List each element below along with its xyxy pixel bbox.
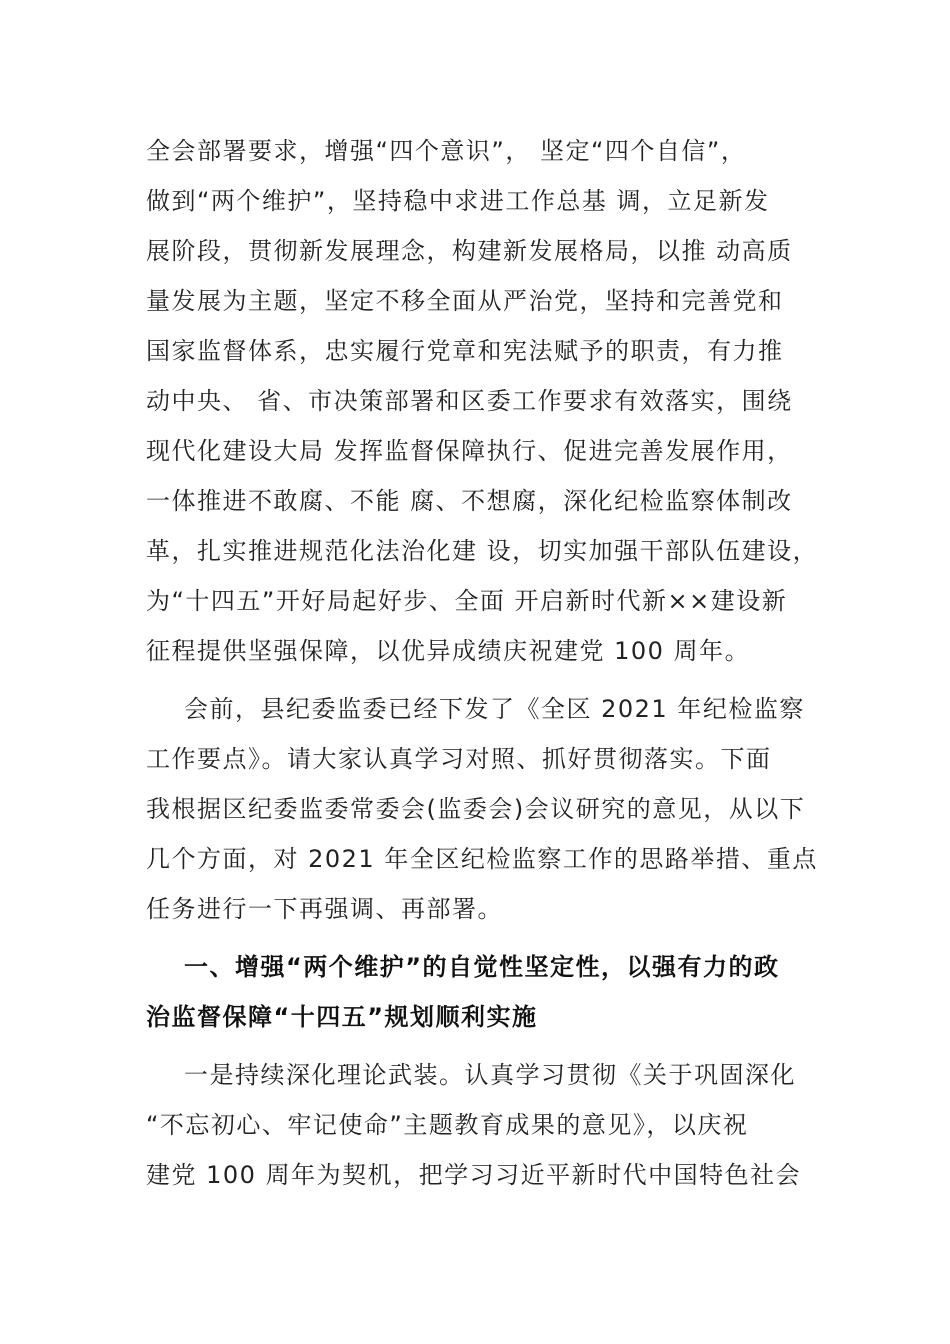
text-line: 革，扎实推进规范化法治化建 设，切实加强干部队伍建设， (146, 537, 819, 565)
text-line: 会前，县纪委监委已经下发了《全区 2021 年纪检监察 (184, 695, 805, 723)
text-line: 一体推进不敢腐、不能 腐、不想腐，深化纪检监察体制改 (146, 487, 793, 515)
text-line: 一是持续深化理论武装。认真学习贯彻《关于巩固深化 (184, 1061, 796, 1089)
text-line: 几个方面，对 2021 年全区纪检监察工作的思路举措、重点 (146, 845, 818, 873)
text-line: 为“十四五”开好局起好步、全面 开启新时代新××建设新 (146, 587, 788, 615)
text-line: 我根据区纪委监委常委会(监委会)会议研究的意见，从以下 (146, 795, 806, 823)
paragraph-spacer (146, 934, 816, 942)
paragraph-3 (146, 1050, 816, 1200)
paragraph-spacer (146, 676, 816, 684)
document-body (146, 126, 819, 1200)
text-line: 工作要点》。请大家认真学习对照、抓好贯彻落实。下面 (146, 745, 772, 773)
heading-line: 治监督保障“十四五”规划顺利实施 (146, 1003, 538, 1031)
text-line: 动中央、 省、市决策部署和区委工作要求有效落实，围绕 (146, 387, 793, 415)
text-line: “不忘初心、牢记使命”主题教育成果的意见》，以庆祝 (146, 1111, 749, 1139)
text-line: 做到“两个维护”，坚持稳中求进工作总基 调，立足新发 (146, 187, 770, 215)
paragraph-spacer (146, 1042, 816, 1050)
text-line: 现代化建设大局 发挥监督保障执行、促进完善发展作用， (146, 437, 793, 465)
text-line: 建党 100 周年为契机，把学习习近平新时代中国特色社会 (146, 1161, 802, 1189)
heading-line: 一、增强“两个维护”的自觉性坚定性，以强有力的政 (184, 953, 780, 981)
text-line: 全会部署要求，增强“四个意识”， 坚定“四个自信”， (146, 137, 747, 165)
section-heading-1 (146, 942, 816, 1042)
text-line: 量发展为主题，坚定不移全面从严治党，坚持和完善党和 (146, 287, 784, 315)
text-line: 国家监督体系，忠实履行党章和宪法赋予的职责，有力推 (146, 337, 784, 365)
paragraph-1 (146, 126, 819, 676)
text-line: 征程提供坚强保障，以优异成绩庆祝建党 100 周年。 (146, 637, 751, 665)
text-line: 任务进行一下再强调、再部署。 (146, 895, 503, 923)
paragraph-2 (146, 684, 816, 934)
text-line: 展阶段，贯彻新发展理念，构建新发展格局，以推 动高质 (146, 237, 793, 265)
